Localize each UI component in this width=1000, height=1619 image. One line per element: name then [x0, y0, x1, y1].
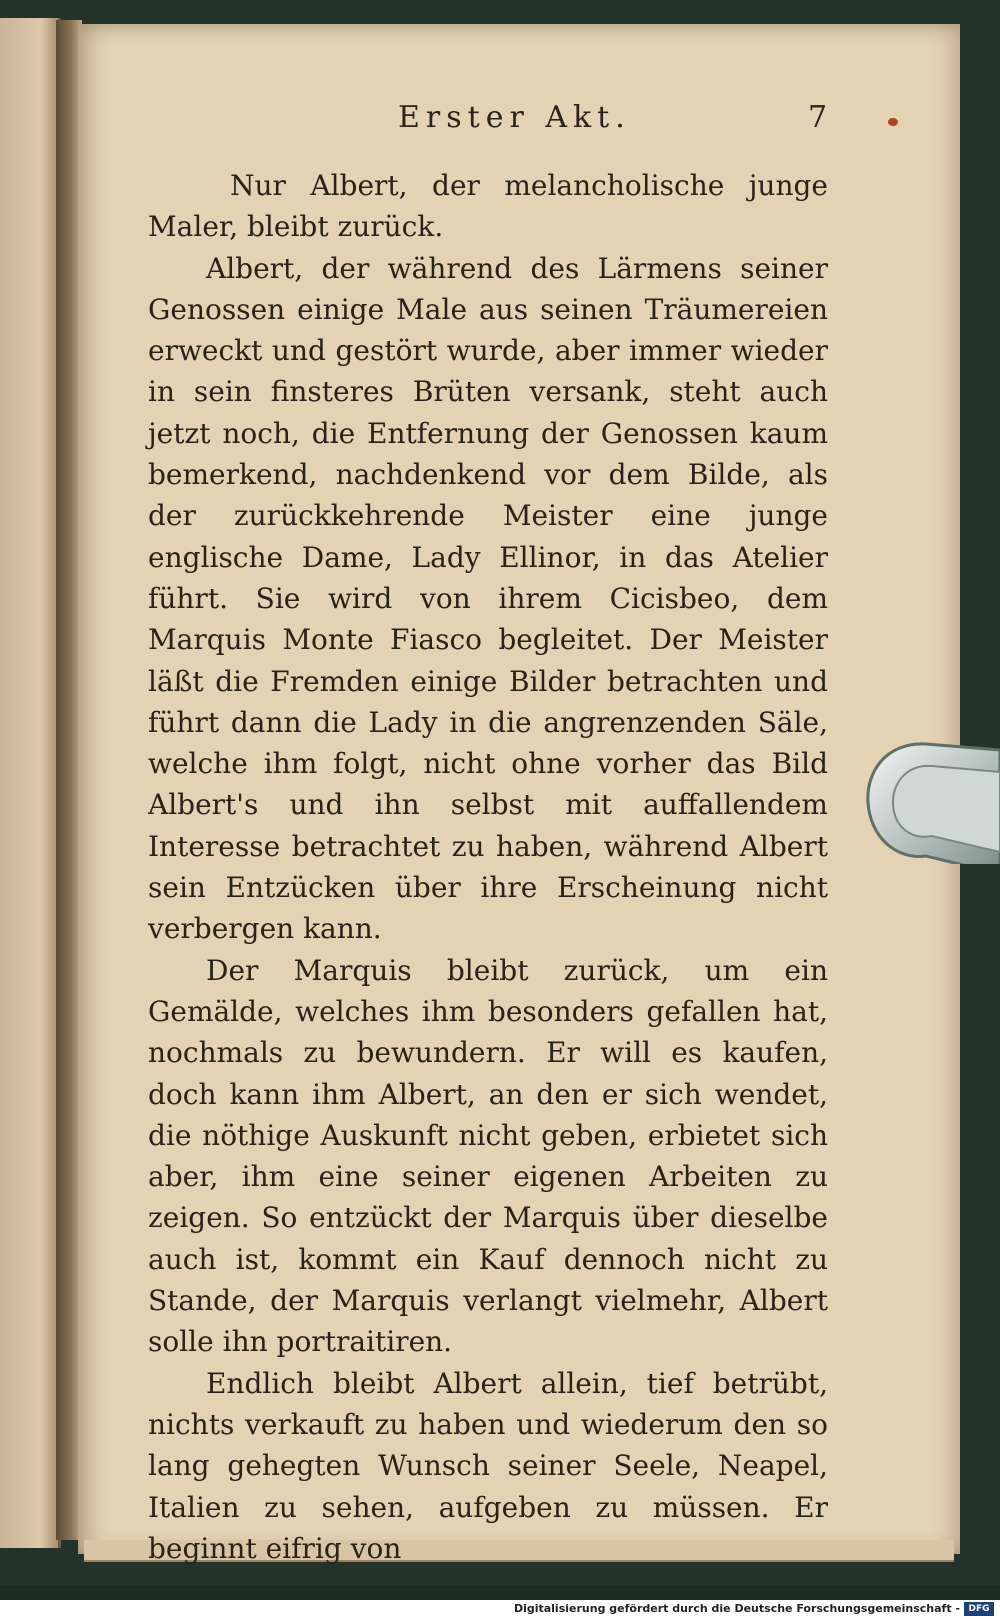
dfg-logo-icon: DFG: [964, 1602, 994, 1616]
footer-bar: [0, 1600, 1000, 1619]
digitization-credit: Digitalisierung gefördert durch die Deutsche Forschungsgemeinschaft -: [513, 1602, 960, 1615]
paragraph-4: Endlich bleibt Albert allein, tief betrübt, nichts verkauft zu haben und wiederum den so lang gehegten Wunsch seiner Seele, Neapel, Italien zu sehen, aufgeben zu müssen. Er beginnt eifrig von: [148, 1366, 828, 1565]
page-header: [78, 100, 960, 140]
page-clip-icon: [866, 742, 1000, 864]
paragraph-2: Albert, der während des Lärmens seiner Genossen einige Male aus seinen Träumereien erweckt und gestört wurde, aber immer wieder in sein finsteres Brüten versank, steht auch jetzt noch, die Entfernung der Genossen kaum bemerkend, nachdenkend vor dem Bilde, als der zurückkehrende Meister eine junge englische Dame, Lady Ellinor, in das Atelier führt. Sie wird von ihrem Cicisbeo, dem Marquis Monte Fiasco begleitet. Der Meister läßt die Fremden einige Bilder betrachten und führt dann die Lady in die angrenzenden Säle, welche ihm folgt, nicht ohne vorher das Bild Albert's und ihn selbst mit auffallendem Interesse betrachtet zu haben, während Albert sein Entzücken über ihre Erscheinung nicht verbergen kann.: [148, 251, 828, 946]
left-page-edge: [0, 18, 61, 1548]
body-text: [148, 165, 828, 1569]
page-number: 7: [808, 100, 828, 135]
running-head: Erster Akt.: [398, 100, 631, 135]
paragraph-3: Der Marquis bleibt zurück, um ein Gemälde, welches ihm besonders gefallen hat, nochmals zu bewundern. Er will es kaufen, doch kann ihm Albert, an den er sich wendet, die nöthige Auskunft nicht geben, erbietet sich aber, ihm eine seiner eigenen Arbeiten zu zeigen. So entzückt der Marquis über dieselbe auch ist, kommt ein Kauf dennoch nicht zu Stande, der Marquis verlangt vielmehr, Albert solle ihn portraitiren.: [148, 953, 828, 1359]
paragraph-1: Nur Albert, der melancholische junge Maler, bleibt zurück.: [148, 169, 828, 244]
